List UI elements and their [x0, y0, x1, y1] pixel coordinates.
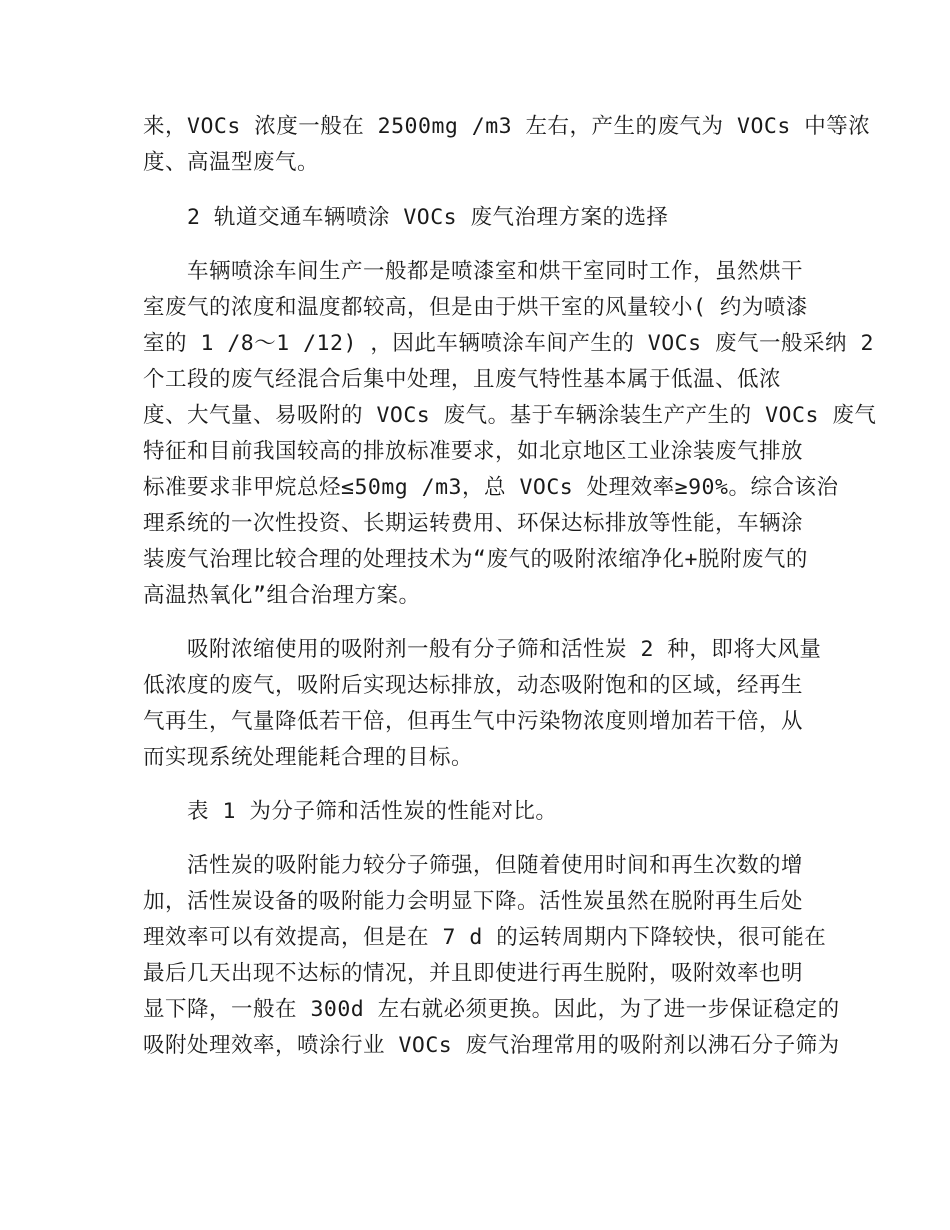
text-line: 高温热氧化”组合治理方案。	[143, 583, 421, 608]
text-line: 活性炭的吸附能力较分子筛强，但随着使用时间和再生次数的增	[187, 853, 804, 878]
section-heading: 2 轨道交通车辆喷涂 VOCs 废气治理方案的选择	[187, 205, 669, 230]
text-line: 室的 1 /8～1 /12) ，因此车辆喷涂车间产生的 VOCs 废气一般采纳 2	[143, 331, 874, 356]
text-line: 而实现系统处理能耗合理的目标。	[143, 745, 474, 770]
text-line: 标准要求非甲烷总烃≤50mg /m3，总 VOCs 处理效率≥90%。综合该治	[143, 475, 839, 500]
text-line: 表 1 为分子筛和活性炭的性能对比。	[187, 799, 558, 824]
text-line: 室废气的浓度和温度都较高，但是由于烘干室的风量较小( 约为喷漆	[143, 295, 808, 320]
text-line: 特征和目前我国较高的排放标准要求，如北京地区工业涂装废气排放	[143, 439, 804, 464]
text-line: 气再生，气量降低若干倍，但再生气中污染物浓度则增加若干倍，从	[143, 709, 804, 734]
text-line: 低浓度的废气，吸附后实现达标排放，动态吸附饱和的区域，经再生	[143, 673, 804, 698]
text-line: 装废气治理比较合理的处理技术为“废气的吸附浓缩净化+脱附废气的	[143, 547, 808, 572]
text-line: 理系统的一次性投资、长期运转费用、环保达标排放等性能，车辆涂	[143, 511, 804, 536]
text-line: 来，VOCs 浓度一般在 2500mg /m3 左右，产生的废气为 VOCs 中等浓	[143, 114, 871, 139]
text-line: 度、大气量、易吸附的 VOCs 废气。基于车辆涂装生产产生的 VOCs 废气	[143, 403, 877, 428]
text-line: 加，活性炭设备的吸附能力会明显下降。活性炭虽然在脱附再生后处	[143, 889, 804, 914]
text-line: 度、高温型废气。	[143, 150, 320, 175]
text-line: 吸附浓缩使用的吸附剂一般有分子筛和活性炭 2 种，即将大风量	[187, 637, 822, 662]
text-line: 吸附处理效率，喷涂行业 VOCs 废气治理常用的吸附剂以沸石分子筛为	[143, 1033, 840, 1058]
text-line: 个工段的废气经混合后集中处理，且废气特性基本属于低温、低浓	[143, 367, 782, 392]
text-line: 车辆喷涂车间生产一般都是喷漆室和烘干室同时工作，虽然烘干	[187, 259, 804, 284]
text-line: 最后几天出现不达标的情况，并且即使进行再生脱附，吸附效率也明	[143, 961, 804, 986]
text-line: 显下降，一般在 300d 左右就必须更换。因此，为了进一步保证稳定的	[143, 997, 840, 1022]
text-line: 理效率可以有效提高，但是在 7 d 的运转周期内下降较快，很可能在	[143, 925, 827, 950]
